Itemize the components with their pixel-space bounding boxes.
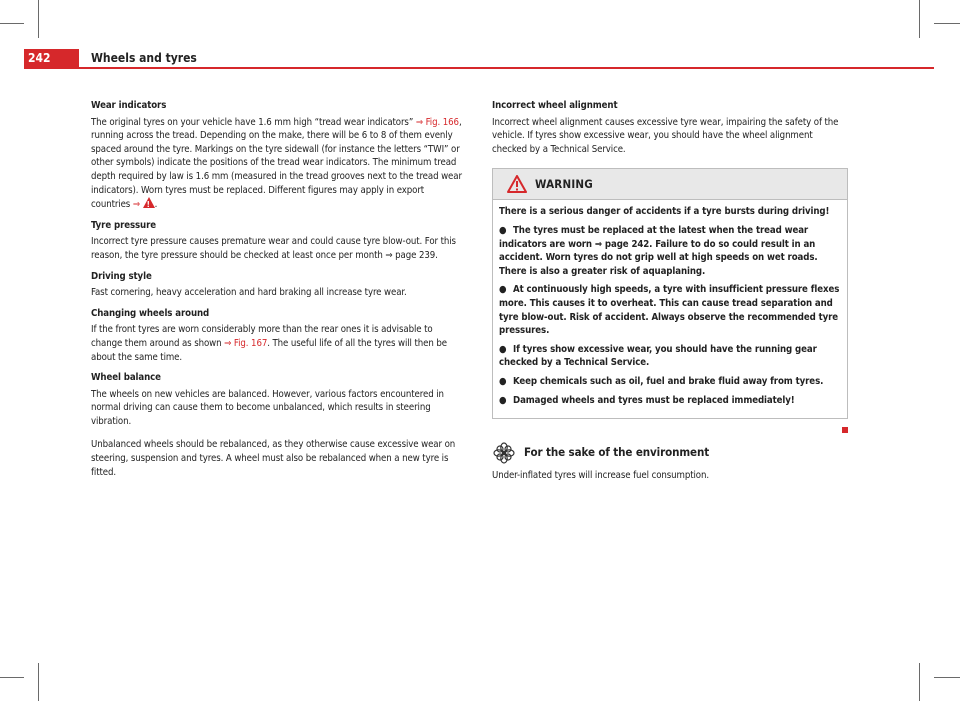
warning-item: ● If tyres show excessive wear, you should have the running gear checked by a Technical Service. <box>499 343 817 369</box>
right-column <box>492 99 848 490</box>
warning-item: ● Damaged wheels and tyres must be replaced immediately! <box>499 394 795 406</box>
environment-header <box>492 441 848 465</box>
tyre-pressure-text: Incorrect tyre pressure causes premature wear and could cause tyre blow-out. For this reason, the tyre pressure should be checked at least once per month ⇒ page 239. <box>91 236 456 261</box>
warning-title: WARNING <box>535 176 593 191</box>
header-rule <box>24 67 934 69</box>
warning-header <box>493 169 847 200</box>
fig-166-link[interactable]: ⇒ Fig. 166 <box>415 116 459 128</box>
crop-mark <box>0 677 24 678</box>
wheel-balance-heading: Wheel balance <box>91 372 161 384</box>
crop-mark <box>934 23 960 24</box>
warning-item: ● At continuously high speeds, a tyre with insufficient pressure flexes more. This causes it to overheat. This can cause tread separation and tyre blow-out. Risk of accident. Always observe the recommended tyre pressures. <box>499 284 840 337</box>
tyre-pressure-heading: Tyre pressure <box>91 219 157 231</box>
flower-icon <box>492 441 516 465</box>
crop-mark <box>919 0 920 38</box>
wheel-balance-text-2: Unbalanced wheels should be rebalanced, as they otherwise cause excessive wear on steering, suspension and tyres. A wheel must also be rebalanced when a new tyre is fitted. <box>91 439 456 478</box>
driving-style-heading: Driving style <box>91 270 152 282</box>
environment-title: For the sake of the environment <box>524 445 710 460</box>
alignment-text: Incorrect wheel alignment causes excessive tyre wear, impairing the safety of the vehicle. If tyres show excessive wear, you should have the wheel alignment checked by a Technical Service. <box>492 116 839 155</box>
crop-mark <box>934 677 960 678</box>
crop-mark <box>0 23 24 24</box>
driving-style-text: Fast cornering, heavy acceleration and hard braking all increase tyre wear. <box>91 287 407 299</box>
warning-icon <box>507 175 527 193</box>
section-end-marker <box>842 427 848 433</box>
environment-text: Under-inflated tyres will increase fuel consumption. <box>492 470 709 482</box>
crop-mark <box>38 0 39 38</box>
chapter-title: Wheels and tyres <box>91 51 197 65</box>
wheel-balance-text-1: The wheels on new vehicles are balanced. However, various factors encountered in normal driving can cause them to become unbalanced, which results in steering vibration. <box>91 388 444 427</box>
crop-mark <box>38 663 39 701</box>
warning-item: ● Keep chemicals such as oil, fuel and brake fluid away from tyres. <box>499 375 824 387</box>
wear-indicators-heading: Wear indicators <box>91 100 167 111</box>
changing-wheels-text: If the front tyres are worn considerably more than the rear ones it is advisable to change them around as shown ⇒ Fig. 167. The useful life of all the tyres will then be about the same time. <box>91 324 447 363</box>
warning-body <box>493 200 847 418</box>
warning-triangle-icon <box>143 197 155 208</box>
page-number: 242 <box>24 49 79 67</box>
wear-indicators-text: The original tyres on your vehicle have 1.6 mm high “tread wear indicators” ⇒ Fig. 166, running across the tread. Depending on the make, there will be 6 to 8 of them evenly spaced around the tyre. Markings on the tyre sidewall (for instance the letters “TWI” or other symbols) indicate the positions of the tread wear indicators. The minimum tread depth required by law is 1.6 mm (measured in the tread grooves next to the tread wear indicators). Worn tyres must be replaced. Different figures may apply in export countries ⇒ ! . <box>91 116 464 212</box>
crop-mark <box>919 663 920 701</box>
fig-167-link[interactable]: ⇒ Fig. 167 <box>224 337 268 349</box>
alignment-heading: Incorrect wheel alignment <box>492 100 618 111</box>
warning-item: ● The tyres must be replaced at the latest when the tread wear indicators are worn ⇒ page 242. Failure to do so could result in an accident. Worn tyres do not grip well at high speeds on wet roads. There is also a greater risk of aquaplaning. <box>499 224 818 277</box>
warning-box <box>492 168 848 419</box>
warning-intro: There is a serious danger of accidents if a tyre bursts during driving! <box>499 206 830 218</box>
warning-ref-link[interactable]: ⇒ ! <box>133 199 155 210</box>
changing-wheels-heading: Changing wheels around <box>91 307 210 319</box>
left-column <box>91 99 464 486</box>
